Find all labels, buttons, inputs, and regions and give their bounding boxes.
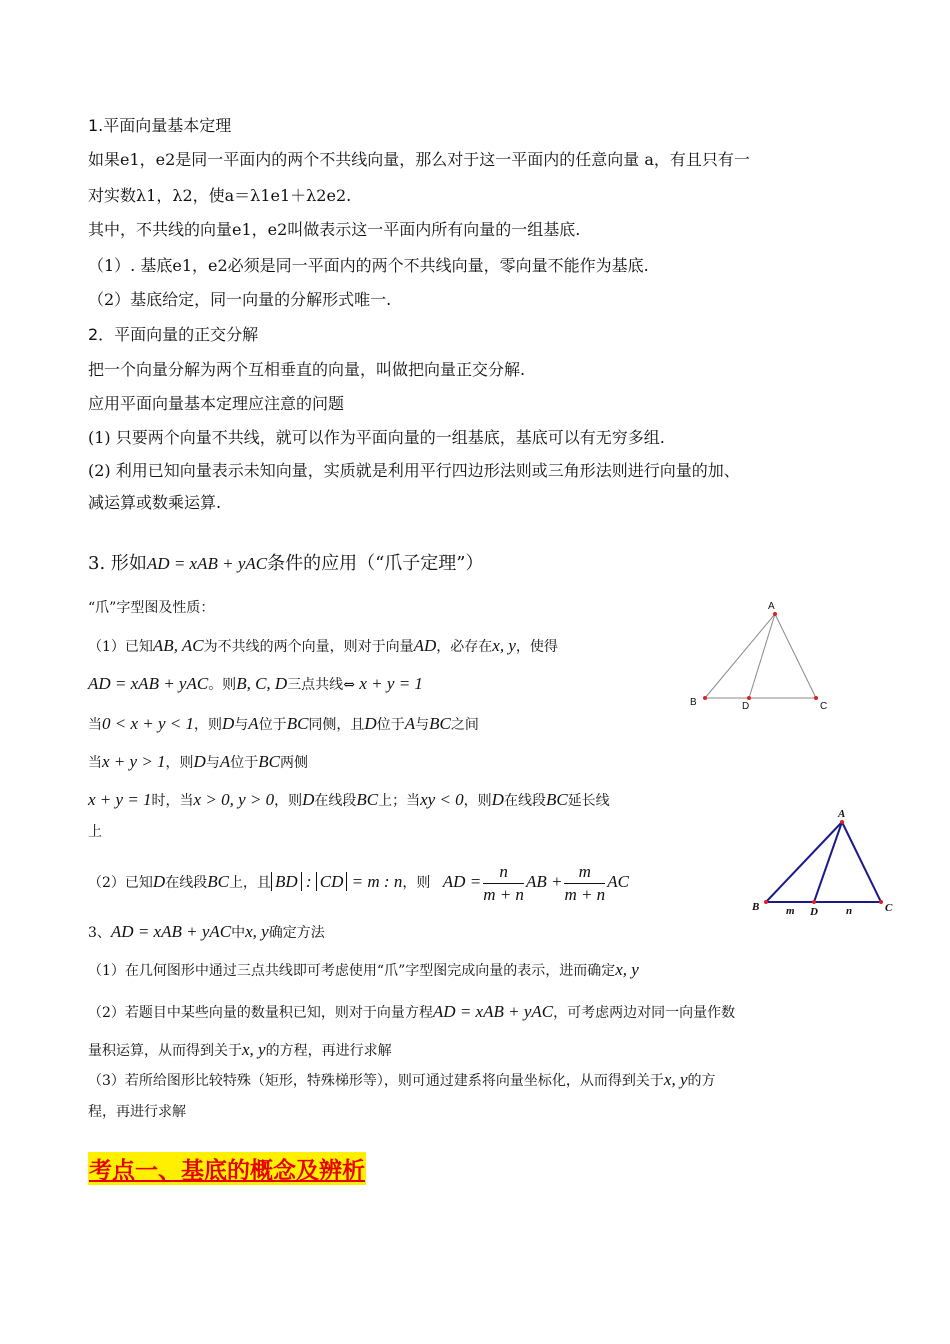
claw-prop-2: （2）已知D在线段BC上，且 BD : CD = m : n，则 AD = $\frac{n}{m + n}$ AB + $\frac{m}{m + n}$ AC (88, 861, 629, 904)
section3-title: 3. 形如AD = xAB + yAC条件的应用（“爪子定理”） (88, 553, 484, 574)
claw-intro: “爪”字型图及性质： (88, 600, 215, 616)
label-c: C (885, 902, 893, 914)
orthogonal-definition: 把一个向量分解为两个互相垂直的向量，叫做把向量正交分解. (88, 360, 526, 379)
segment-ad (814, 822, 842, 902)
basis-definition: 其中，不共线的向量e1，e2叫做表示这一平面内所有向量的一组基底. (88, 220, 581, 239)
point-a (840, 820, 844, 824)
theorem-line-2: 对实数λ1，λ2，使a＝λ1e1＋λ2e2. (88, 186, 352, 205)
kaodian-heading: 考点一、基底的概念及辨析 (88, 1152, 366, 1185)
theorem-line-1: 如果e1，e2是同一平面内的两个不共线向量，那么对于这一平面内的任意向量 a，有且只有一 (88, 150, 750, 169)
point-d (747, 696, 751, 700)
side-ac (775, 614, 816, 698)
claw-case-opposite: 当x + y > 1，则D与A位于BC两侧 (88, 752, 308, 771)
side-ac (842, 822, 881, 902)
point-b (764, 900, 768, 904)
label-c: C (820, 701, 828, 712)
point-c (879, 900, 883, 904)
point-b (703, 696, 707, 700)
side-ab (766, 822, 842, 902)
section1-title: 1.平面向量基本定理 (88, 116, 232, 135)
method-3: （3）若所给图形比较特殊（矩形，特殊梯形等），则可通过建系将向量坐标化，从而得到关于x, y的方 (88, 1070, 716, 1089)
method-heading: 3、AD = xAB + yAC中x, y确定方法 (88, 922, 325, 941)
claw-figure-2 (748, 804, 898, 920)
method-2-cont: 量积运算，从而得到关于x, y的方程，再进行求解 (88, 1040, 392, 1059)
label-b: B (690, 697, 697, 708)
label-n: n (846, 905, 853, 917)
note-1: (1) 只要两个向量不共线，就可以作为平面向量的一组基底，基底可以有无穷多组. (88, 428, 665, 447)
claw-prop-1: （1）已知AB, AC为不共线的两个向量，则对于向量AD，必存在x, y，使得 (88, 636, 558, 655)
point-d (812, 900, 816, 904)
label-a: A (768, 601, 775, 612)
claw-figure-1 (680, 596, 860, 716)
claw-case-between: 当0 < x + y < 1，则D与A位于BC同侧，且D位于A与BC之间 (88, 714, 479, 733)
method-1: （1）在几何图形中通过三点共线即可考虑使用“爪”字型图完成向量的表示，进而确定x, y (88, 960, 639, 979)
claw-prop-1-formula: AD = xAB + yAC。则B, C, D三点共线⇔ x + y = 1 (88, 674, 423, 693)
point-a (773, 612, 777, 616)
median-ad (749, 614, 775, 698)
method-2: （2）若题目中某些向量的数量积已知，则对于向量方程AD = xAB + yAC，可考虑两边对同一向量作数 (88, 1002, 736, 1021)
label-a: A (838, 808, 846, 820)
label-m: m (786, 905, 795, 917)
label-d: D (742, 701, 750, 712)
note-2-cont: 减运算或数乘运算. (88, 493, 222, 512)
point-c (814, 696, 818, 700)
side-ab (705, 614, 775, 698)
claw-case-segment: x + y = 1时，当x > 0, y > 0，则D在线段BC上；当xy < 0，则D在线段BC延长线 (88, 790, 610, 809)
label-b: B (752, 901, 760, 913)
notes-subtitle: 应用平面向量基本定理应注意的问题 (88, 394, 345, 413)
basis-note-2: （2）基底给定，同一向量的分解形式唯一. (88, 290, 392, 309)
claw-case-segment-cont: 上 (88, 824, 102, 840)
label-d: D (810, 906, 818, 918)
basis-note-1: （1）. 基底e1，e2必须是同一平面内的两个不共线向量，零向量不能作为基底. (88, 256, 649, 275)
section2-title: 2．平面向量的正交分解 (88, 325, 259, 344)
method-3-cont: 程，再进行求解 (88, 1104, 186, 1120)
note-2: (2) 利用已知向量表示未知向量，实质就是利用平行四边形法则或三角形法则进行向量的加、 (88, 461, 740, 480)
